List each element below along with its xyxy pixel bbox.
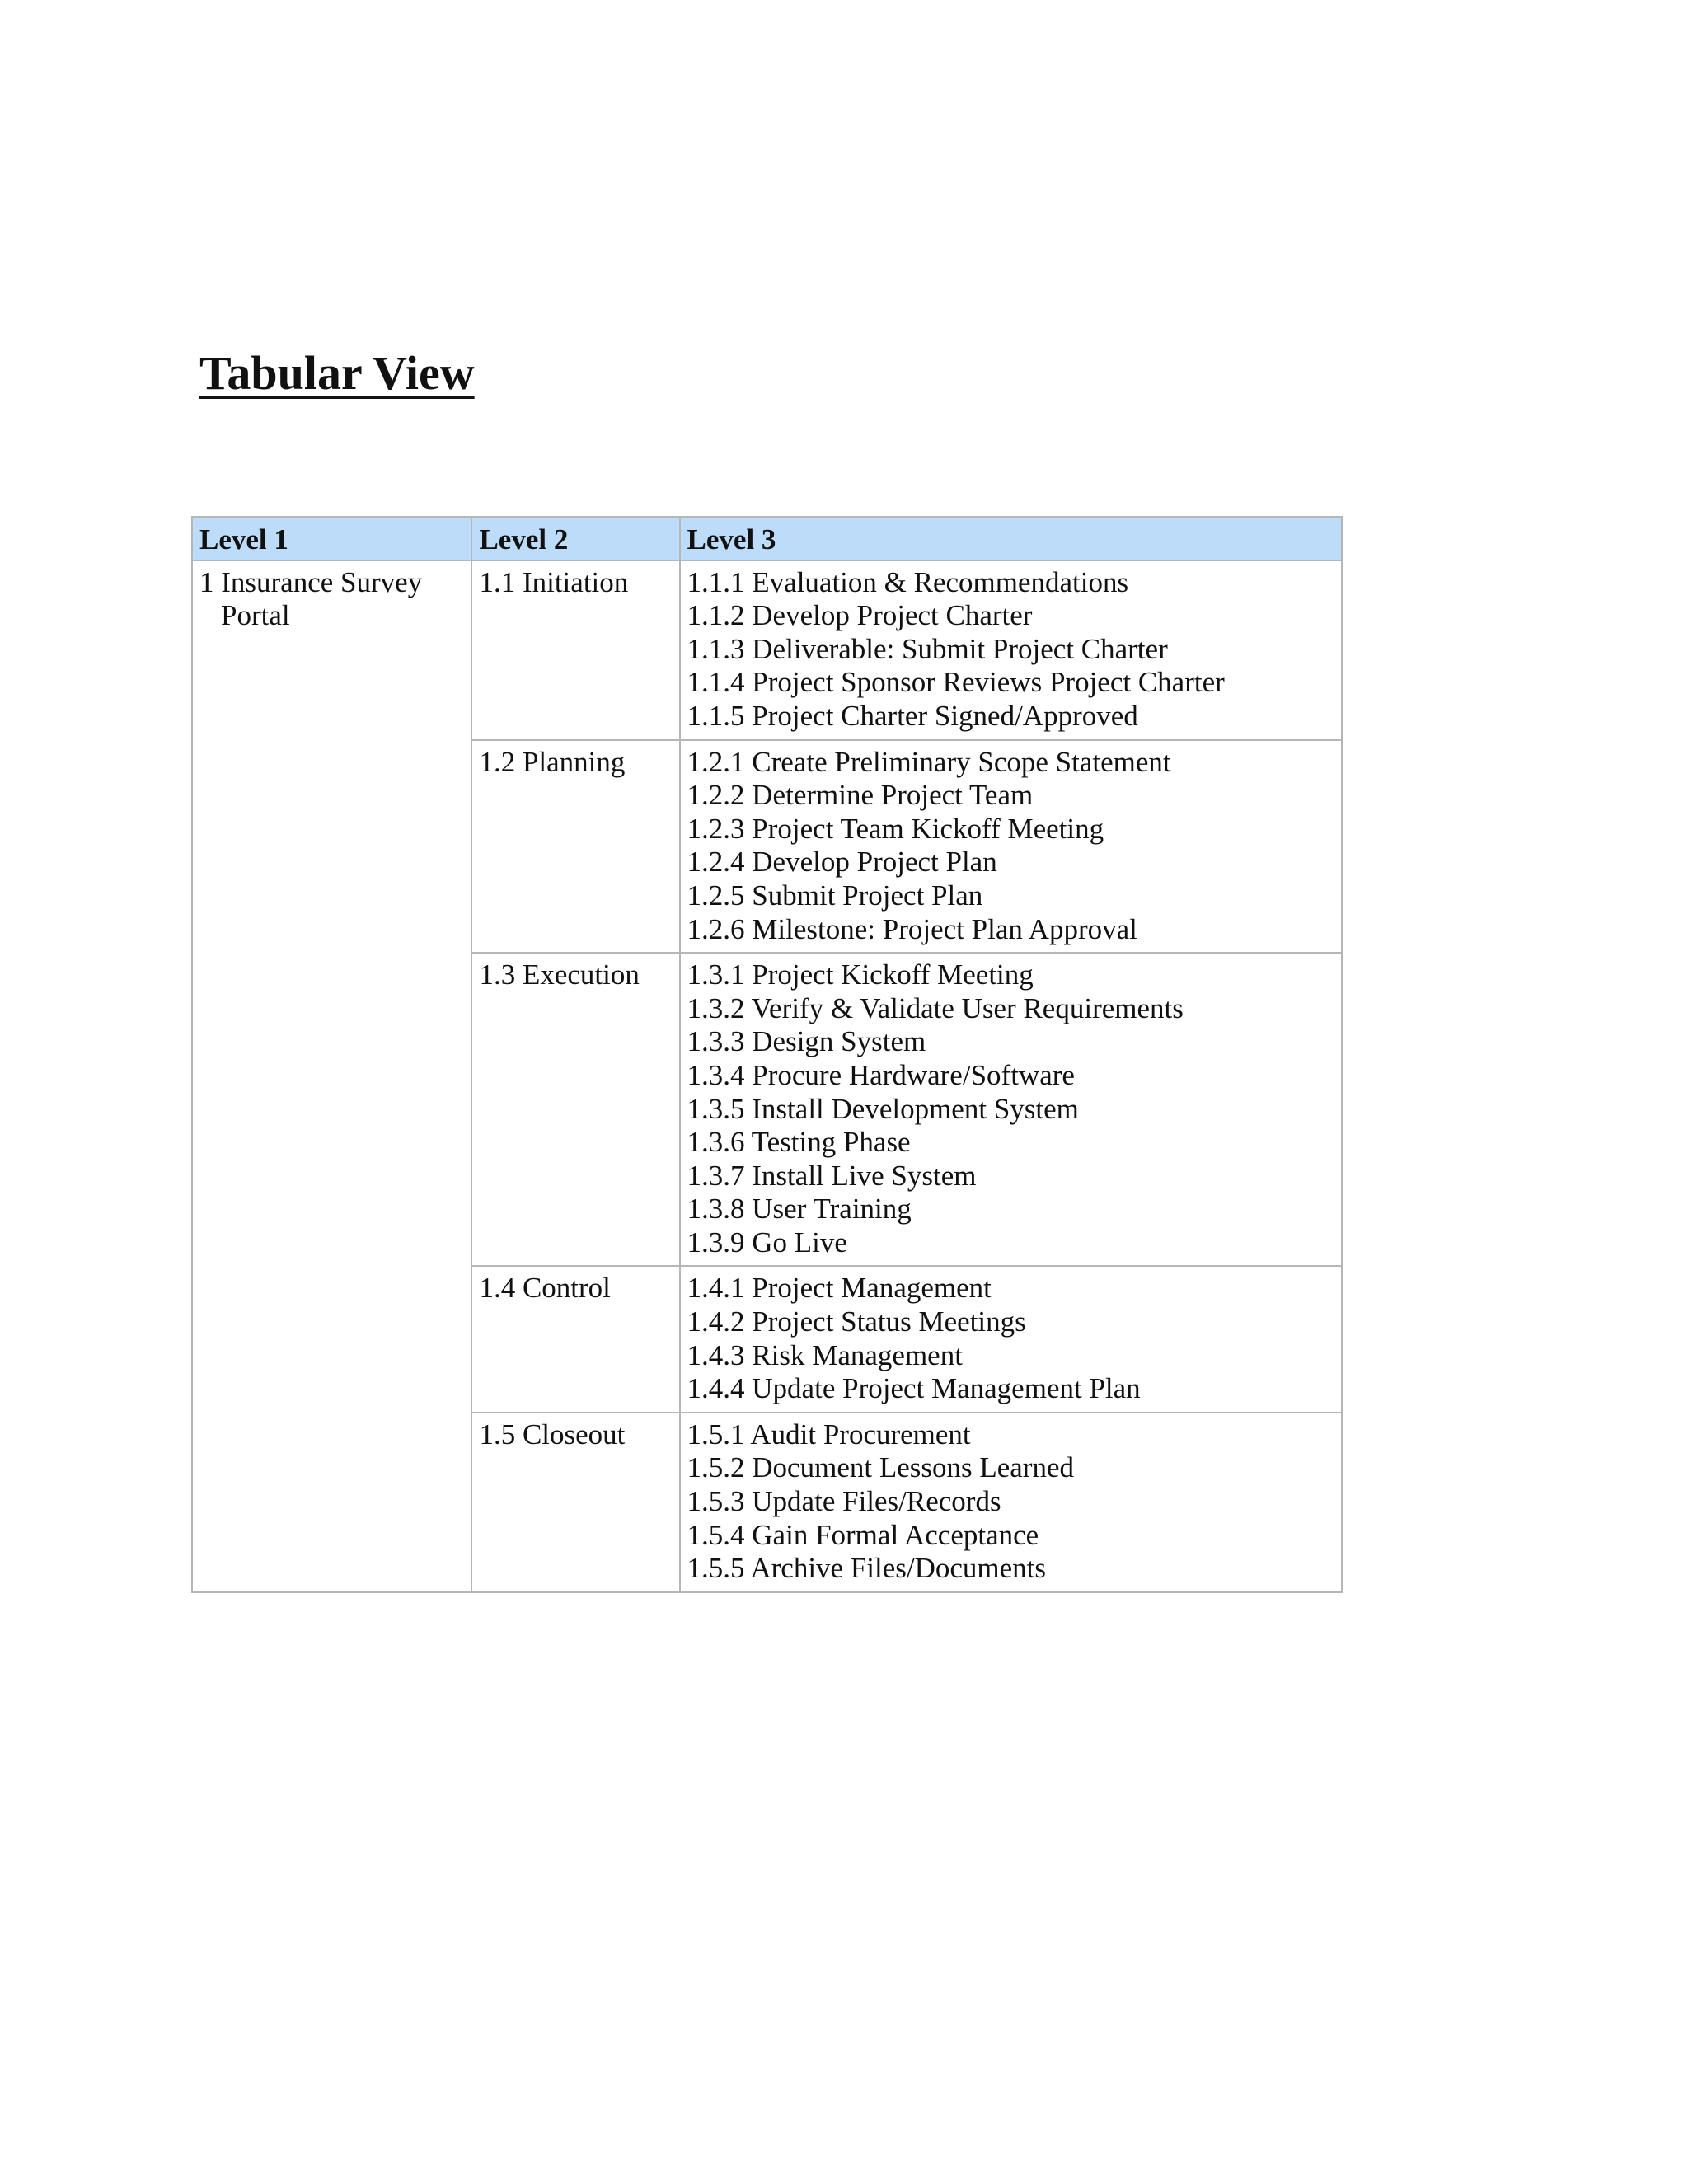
- level3-item: 1.3.6 Testing Phase: [687, 1126, 911, 1159]
- level3-cell: [680, 1266, 1342, 1412]
- level3-item: 1.2.1 Create Preliminary Scope Statement: [687, 745, 1171, 778]
- level3-item: 1.5.3 Update Files/Records: [687, 1485, 1001, 1518]
- level3-item: 1.3.1 Project Kickoff Meeting: [687, 958, 1034, 991]
- header-level-2: Level 2: [471, 517, 679, 560]
- page-title: Tabular View: [199, 346, 475, 400]
- level3-item: 1.2.5 Submit Project Plan: [687, 879, 983, 912]
- table-row: [192, 560, 1342, 740]
- level3-item: 1.2.6 Milestone: Project Plan Approval: [687, 912, 1137, 945]
- level3-item: 1.1.4 Project Sponsor Reviews Project Charter: [687, 666, 1225, 699]
- level3-item: 1.3.7 Install Live System: [687, 1159, 977, 1192]
- header-level-3: Level 3: [680, 517, 1342, 560]
- level3-item: 1.1.5 Project Charter Signed/Approved: [687, 699, 1138, 732]
- level3-cell: [680, 560, 1342, 740]
- level2-cell: 1.2 Planning: [471, 740, 679, 954]
- level3-item: 1.2.2 Determine Project Team: [687, 779, 1034, 812]
- level3-item: 1.4.1 Project Management: [687, 1272, 992, 1305]
- level3-item: 1.3.2 Verify & Validate User Requirements: [687, 991, 1184, 1024]
- level3-item: 1.1.3 Deliverable: Submit Project Charter: [687, 632, 1168, 665]
- level3-item: 1.2.3 Project Team Kickoff Meeting: [687, 812, 1104, 845]
- level3-item: 1.3.5 Install Development System: [687, 1092, 1079, 1125]
- level3-item: 1.3.8 User Training: [687, 1193, 912, 1226]
- level3-item: 1.3.4 Procure Hardware/Software: [687, 1058, 1075, 1091]
- table-body: [192, 560, 1342, 1592]
- level3-item: 1.3.3 Design System: [687, 1025, 926, 1058]
- level2-cell: 1.1 Initiation: [471, 560, 679, 740]
- level3-item: 1.5.1 Audit Procurement: [687, 1418, 971, 1451]
- level3-item: 1.4.4 Update Project Management Plan: [687, 1372, 1141, 1405]
- level2-cell: 1.3 Execution: [471, 953, 679, 1266]
- level3-item: 1.5.4 Gain Formal Acceptance: [687, 1518, 1039, 1551]
- level3-item: 1.5.2 Document Lessons Learned: [687, 1451, 1074, 1484]
- level3-item: 1.2.4 Develop Project Plan: [687, 846, 997, 879]
- wbs-table: [191, 516, 1343, 1593]
- level2-cell: 1.4 Control: [471, 1266, 679, 1412]
- level3-item: 1.1.1 Evaluation & Recommendations: [687, 565, 1129, 598]
- level3-cell: [680, 953, 1342, 1266]
- level3-cell: [680, 740, 1342, 954]
- level1-label: 1 Insurance Survey Portal: [199, 565, 423, 632]
- level3-cell: [680, 1413, 1342, 1592]
- level3-item: 1.4.3 Risk Management: [687, 1338, 963, 1371]
- level3-item: 1.4.2 Project Status Meetings: [687, 1305, 1026, 1338]
- level3-item: 1.3.9 Go Live: [687, 1226, 847, 1258]
- level3-item: 1.1.2 Develop Project Charter: [687, 599, 1033, 632]
- level1-cell: [192, 560, 471, 1592]
- level3-item: 1.5.5 Archive Files/Documents: [687, 1552, 1047, 1585]
- level2-cell: 1.5 Closeout: [471, 1413, 679, 1592]
- table-header: [192, 517, 1342, 560]
- header-row: [192, 517, 1342, 560]
- header-level-1: Level 1: [192, 517, 471, 560]
